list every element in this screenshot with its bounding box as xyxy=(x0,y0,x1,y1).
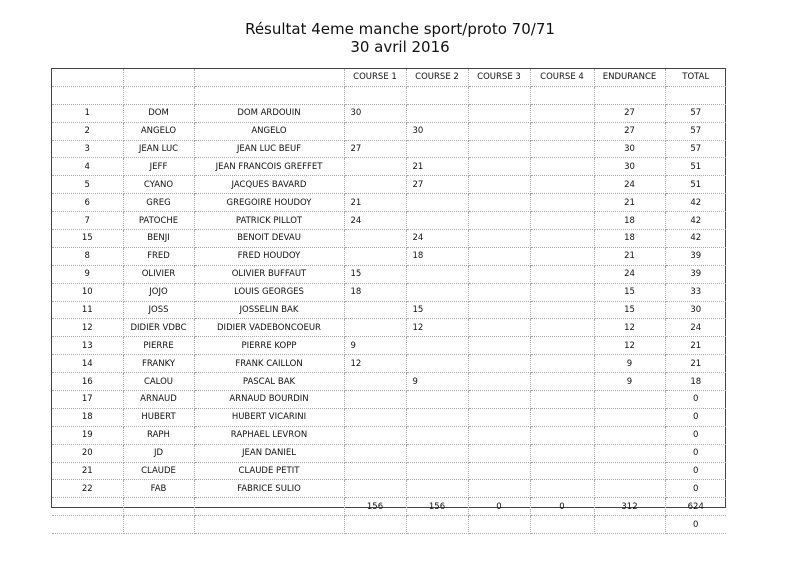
rank-cell: 20 xyxy=(52,444,123,462)
total-cell: 18 xyxy=(665,373,726,391)
final-cell xyxy=(52,516,123,534)
total-cell: 39 xyxy=(665,247,726,265)
course-3-cell xyxy=(468,391,530,409)
course-3-cell xyxy=(468,104,530,122)
table-row xyxy=(52,444,726,462)
header-course-3: COURSE 3 xyxy=(468,69,530,86)
total-cell: 24 xyxy=(665,319,726,337)
endurance-cell: 18 xyxy=(594,212,665,230)
table-row xyxy=(52,462,726,480)
endurance-cell xyxy=(594,480,665,498)
course-4-cell xyxy=(530,337,594,355)
nickname-cell: BENJI xyxy=(123,230,194,248)
total-cell: 42 xyxy=(665,230,726,248)
course-1-cell: 27 xyxy=(344,140,406,158)
table-row xyxy=(52,319,726,337)
course-3-cell xyxy=(468,408,530,426)
rank-cell: 12 xyxy=(52,319,123,337)
endurance-cell: 9 xyxy=(594,373,665,391)
fullname-cell: JEAN LUC BEUF xyxy=(194,140,344,158)
nickname-cell: JEFF xyxy=(123,158,194,176)
course-4-cell xyxy=(530,212,594,230)
course-2-cell xyxy=(406,337,468,355)
course-1-cell xyxy=(344,301,406,319)
final-cell xyxy=(344,516,406,534)
course-2-cell: 30 xyxy=(406,122,468,140)
table-row xyxy=(52,247,726,265)
rank-cell: 11 xyxy=(52,301,123,319)
course-1-cell: 15 xyxy=(344,265,406,283)
nickname-cell: HUBERT xyxy=(123,408,194,426)
endurance-cell: 24 xyxy=(594,176,665,194)
results-sheet xyxy=(51,68,726,530)
total-cell: 0 xyxy=(665,426,726,444)
rank-cell: 13 xyxy=(52,337,123,355)
course-1-cell xyxy=(344,462,406,480)
course-3-cell xyxy=(468,158,530,176)
nickname-cell: RAPH xyxy=(123,426,194,444)
page-title: Résultat 4eme manche sport/proto 70/71 xyxy=(245,20,555,38)
course-1-cell xyxy=(344,426,406,444)
endurance-cell: 15 xyxy=(594,283,665,301)
course-2-cell: 18 xyxy=(406,247,468,265)
nickname-cell: PATOCHE xyxy=(123,212,194,230)
course-3-cell xyxy=(468,426,530,444)
course-4-cell xyxy=(530,122,594,140)
total-endurance: 312 xyxy=(594,498,665,516)
endurance-cell xyxy=(594,426,665,444)
rank-cell: 19 xyxy=(52,426,123,444)
rank-cell: 2 xyxy=(52,122,123,140)
nickname-cell: PIERRE xyxy=(123,337,194,355)
header-cell xyxy=(52,69,123,86)
total-grand: 624 xyxy=(665,498,726,516)
course-2-cell: 15 xyxy=(406,301,468,319)
table-row xyxy=(52,230,726,248)
endurance-cell: 15 xyxy=(594,301,665,319)
course-3-cell xyxy=(468,122,530,140)
final-cell xyxy=(468,516,530,534)
total-cell: 57 xyxy=(665,140,726,158)
fullname-cell: DIDIER VADEBONCOEUR xyxy=(194,319,344,337)
course-4-cell xyxy=(530,301,594,319)
results-table xyxy=(52,69,726,534)
fullname-cell: OLIVIER BUFFAUT xyxy=(194,265,344,283)
table-row xyxy=(52,140,726,158)
table-row xyxy=(52,373,726,391)
total-cell: 57 xyxy=(665,104,726,122)
course-3-cell xyxy=(468,283,530,301)
rank-cell: 5 xyxy=(52,176,123,194)
course-2-cell xyxy=(406,462,468,480)
table-row xyxy=(52,283,726,301)
course-3-cell xyxy=(468,140,530,158)
total-cell: 57 xyxy=(665,122,726,140)
course-2-cell: 12 xyxy=(406,319,468,337)
header-cell xyxy=(123,69,194,86)
total-course-3: 0 xyxy=(468,498,530,516)
rank-cell: 3 xyxy=(52,140,123,158)
course-1-cell xyxy=(344,373,406,391)
nickname-cell: JD xyxy=(123,444,194,462)
course-3-cell xyxy=(468,194,530,212)
course-1-cell xyxy=(344,122,406,140)
course-1-cell xyxy=(344,176,406,194)
course-2-cell xyxy=(406,391,468,409)
course-4-cell xyxy=(530,373,594,391)
course-2-cell: 21 xyxy=(406,158,468,176)
totals-cell xyxy=(52,498,123,516)
endurance-cell xyxy=(594,408,665,426)
fullname-cell: FRANK CAILLON xyxy=(194,355,344,373)
table-row xyxy=(52,212,726,230)
rank-cell: 1 xyxy=(52,104,123,122)
rank-cell: 9 xyxy=(52,265,123,283)
table-row xyxy=(52,158,726,176)
header-course-4: COURSE 4 xyxy=(530,69,594,86)
course-3-cell xyxy=(468,301,530,319)
course-1-cell: 24 xyxy=(344,212,406,230)
rank-cell: 4 xyxy=(52,158,123,176)
endurance-cell xyxy=(594,444,665,462)
header-row xyxy=(52,69,726,86)
course-3-cell xyxy=(468,355,530,373)
course-4-cell xyxy=(530,355,594,373)
header-total: TOTAL xyxy=(665,69,726,86)
rows-body xyxy=(52,104,726,498)
course-4-cell xyxy=(530,462,594,480)
nickname-cell: CALOU xyxy=(123,373,194,391)
fullname-cell: ARNAUD BOURDIN xyxy=(194,391,344,409)
course-3-cell xyxy=(468,373,530,391)
fullname-cell: BENOIT DEVAU xyxy=(194,230,344,248)
final-cell xyxy=(594,516,665,534)
course-2-cell xyxy=(406,194,468,212)
course-3-cell xyxy=(468,319,530,337)
course-4-cell xyxy=(530,283,594,301)
table-row xyxy=(52,426,726,444)
course-4-cell xyxy=(530,444,594,462)
fullname-cell: RAPHAEL LEVRON xyxy=(194,426,344,444)
rank-cell: 21 xyxy=(52,462,123,480)
total-cell: 30 xyxy=(665,301,726,319)
nickname-cell: FAB xyxy=(123,480,194,498)
nickname-cell: OLIVIER xyxy=(123,265,194,283)
fullname-cell: JACQUES BAVARD xyxy=(194,176,344,194)
endurance-cell: 12 xyxy=(594,337,665,355)
endurance-cell xyxy=(594,462,665,480)
course-1-cell: 30 xyxy=(344,104,406,122)
rank-cell: 15 xyxy=(52,230,123,248)
endurance-cell: 30 xyxy=(594,158,665,176)
totals-cell xyxy=(123,498,194,516)
table-row xyxy=(52,104,726,122)
course-4-cell xyxy=(530,104,594,122)
spacer-cell xyxy=(52,86,123,104)
total-cell: 39 xyxy=(665,265,726,283)
rank-cell: 7 xyxy=(52,212,123,230)
course-2-cell xyxy=(406,265,468,283)
total-cell: 0 xyxy=(665,462,726,480)
course-3-cell xyxy=(468,247,530,265)
course-1-cell xyxy=(344,230,406,248)
endurance-cell: 30 xyxy=(594,140,665,158)
course-2-cell xyxy=(406,355,468,373)
fullname-cell: FRED HOUDOY xyxy=(194,247,344,265)
fullname-cell: PIERRE KOPP xyxy=(194,337,344,355)
fullname-cell: FABRICE SULIO xyxy=(194,480,344,498)
total-cell: 21 xyxy=(665,355,726,373)
fullname-cell: ANGELO xyxy=(194,122,344,140)
table-row xyxy=(52,337,726,355)
course-4-cell xyxy=(530,230,594,248)
course-3-cell xyxy=(468,265,530,283)
course-3-cell xyxy=(468,444,530,462)
course-2-cell: 9 xyxy=(406,373,468,391)
course-4-cell xyxy=(530,176,594,194)
table-row xyxy=(52,265,726,283)
total-cell: 21 xyxy=(665,337,726,355)
course-1-cell xyxy=(344,319,406,337)
total-course-1: 156 xyxy=(344,498,406,516)
endurance-cell: 27 xyxy=(594,104,665,122)
course-4-cell xyxy=(530,391,594,409)
course-2-cell: 27 xyxy=(406,176,468,194)
total-cell: 42 xyxy=(665,194,726,212)
course-4-cell xyxy=(530,247,594,265)
course-1-cell: 18 xyxy=(344,283,406,301)
total-cell: 51 xyxy=(665,176,726,194)
course-2-cell xyxy=(406,426,468,444)
header-course-2: COURSE 2 xyxy=(406,69,468,86)
rank-cell: 17 xyxy=(52,391,123,409)
course-1-cell: 9 xyxy=(344,337,406,355)
spacer-cell xyxy=(530,86,594,104)
total-cell: 0 xyxy=(665,480,726,498)
course-4-cell xyxy=(530,426,594,444)
spacer-cell xyxy=(344,86,406,104)
course-1-cell xyxy=(344,158,406,176)
endurance-cell xyxy=(594,391,665,409)
course-2-cell xyxy=(406,444,468,462)
total-cell: 51 xyxy=(665,158,726,176)
spacer-cell xyxy=(594,86,665,104)
course-3-cell xyxy=(468,230,530,248)
rank-cell: 6 xyxy=(52,194,123,212)
final-cell xyxy=(194,516,344,534)
course-1-cell xyxy=(344,444,406,462)
endurance-cell: 21 xyxy=(594,194,665,212)
course-4-cell xyxy=(530,265,594,283)
total-cell: 0 xyxy=(665,391,726,409)
course-2-cell xyxy=(406,140,468,158)
endurance-cell: 9 xyxy=(594,355,665,373)
table-row xyxy=(52,391,726,409)
final-row xyxy=(52,516,726,534)
nickname-cell: ARNAUD xyxy=(123,391,194,409)
nickname-cell: FRANKY xyxy=(123,355,194,373)
nickname-cell: GREG xyxy=(123,194,194,212)
course-4-cell xyxy=(530,408,594,426)
nickname-cell: JEAN LUC xyxy=(123,140,194,158)
course-1-cell xyxy=(344,408,406,426)
spacer-cell xyxy=(665,86,726,104)
nickname-cell: DOM xyxy=(123,104,194,122)
fullname-cell: JOSSELIN BAK xyxy=(194,301,344,319)
table-row xyxy=(52,408,726,426)
course-1-cell: 21 xyxy=(344,194,406,212)
course-2-cell xyxy=(406,104,468,122)
table-row xyxy=(52,480,726,498)
header-course-1: COURSE 1 xyxy=(344,69,406,86)
course-1-cell xyxy=(344,391,406,409)
total-cell: 0 xyxy=(665,444,726,462)
total-course-2: 156 xyxy=(406,498,468,516)
spacer-cell xyxy=(194,86,344,104)
course-2-cell xyxy=(406,283,468,301)
course-2-cell: 24 xyxy=(406,230,468,248)
nickname-cell: DIDIER VDBC xyxy=(123,319,194,337)
nickname-cell: CLAUDE xyxy=(123,462,194,480)
fullname-cell: JEAN DANIEL xyxy=(194,444,344,462)
total-cell: 0 xyxy=(665,408,726,426)
fullname-cell: PATRICK PILLOT xyxy=(194,212,344,230)
totals-cell xyxy=(194,498,344,516)
nickname-cell: CYANO xyxy=(123,176,194,194)
course-2-cell xyxy=(406,480,468,498)
header-cell xyxy=(194,69,344,86)
final-cell xyxy=(406,516,468,534)
course-4-cell xyxy=(530,480,594,498)
course-2-cell xyxy=(406,212,468,230)
table-row xyxy=(52,355,726,373)
final-cell xyxy=(530,516,594,534)
course-4-cell xyxy=(530,194,594,212)
total-cell: 42 xyxy=(665,212,726,230)
course-4-cell xyxy=(530,319,594,337)
rank-cell: 10 xyxy=(52,283,123,301)
spacer-cell xyxy=(123,86,194,104)
rank-cell: 18 xyxy=(52,408,123,426)
table-row xyxy=(52,122,726,140)
course-3-cell xyxy=(468,212,530,230)
endurance-cell: 18 xyxy=(594,230,665,248)
endurance-cell: 27 xyxy=(594,122,665,140)
fullname-cell: HUBERT VICARINI xyxy=(194,408,344,426)
course-1-cell: 12 xyxy=(344,355,406,373)
rank-cell: 22 xyxy=(52,480,123,498)
fullname-cell: PASCAL BAK xyxy=(194,373,344,391)
totals-row xyxy=(52,498,726,516)
table-row xyxy=(52,176,726,194)
final-total: 0 xyxy=(665,516,726,534)
course-4-cell xyxy=(530,140,594,158)
course-4-cell xyxy=(530,158,594,176)
nickname-cell: FRED xyxy=(123,247,194,265)
course-3-cell xyxy=(468,176,530,194)
final-cell xyxy=(123,516,194,534)
spacer-row xyxy=(52,86,726,104)
fullname-cell: GREGOIRE HOUDOY xyxy=(194,194,344,212)
course-3-cell xyxy=(468,337,530,355)
table-row xyxy=(52,194,726,212)
rank-cell: 16 xyxy=(52,373,123,391)
title-block xyxy=(0,20,800,56)
total-cell: 33 xyxy=(665,283,726,301)
fullname-cell: LOUIS GEORGES xyxy=(194,283,344,301)
nickname-cell: ANGELO xyxy=(123,122,194,140)
fullname-cell: DOM ARDOUIN xyxy=(194,104,344,122)
endurance-cell: 24 xyxy=(594,265,665,283)
rank-cell: 8 xyxy=(52,247,123,265)
course-3-cell xyxy=(468,480,530,498)
table-row xyxy=(52,301,726,319)
total-course-4: 0 xyxy=(530,498,594,516)
spacer-cell xyxy=(468,86,530,104)
endurance-cell: 21 xyxy=(594,247,665,265)
page-date: 30 avril 2016 xyxy=(350,38,450,56)
fullname-cell: JEAN FRANCOIS GREFFET xyxy=(194,158,344,176)
endurance-cell: 12 xyxy=(594,319,665,337)
course-2-cell xyxy=(406,408,468,426)
fullname-cell: CLAUDE PETIT xyxy=(194,462,344,480)
header-endurance: ENDURANCE xyxy=(594,69,665,86)
course-1-cell xyxy=(344,480,406,498)
course-1-cell xyxy=(344,247,406,265)
rank-cell: 14 xyxy=(52,355,123,373)
nickname-cell: JOJO xyxy=(123,283,194,301)
nickname-cell: JOSS xyxy=(123,301,194,319)
spacer-cell xyxy=(406,86,468,104)
course-3-cell xyxy=(468,462,530,480)
